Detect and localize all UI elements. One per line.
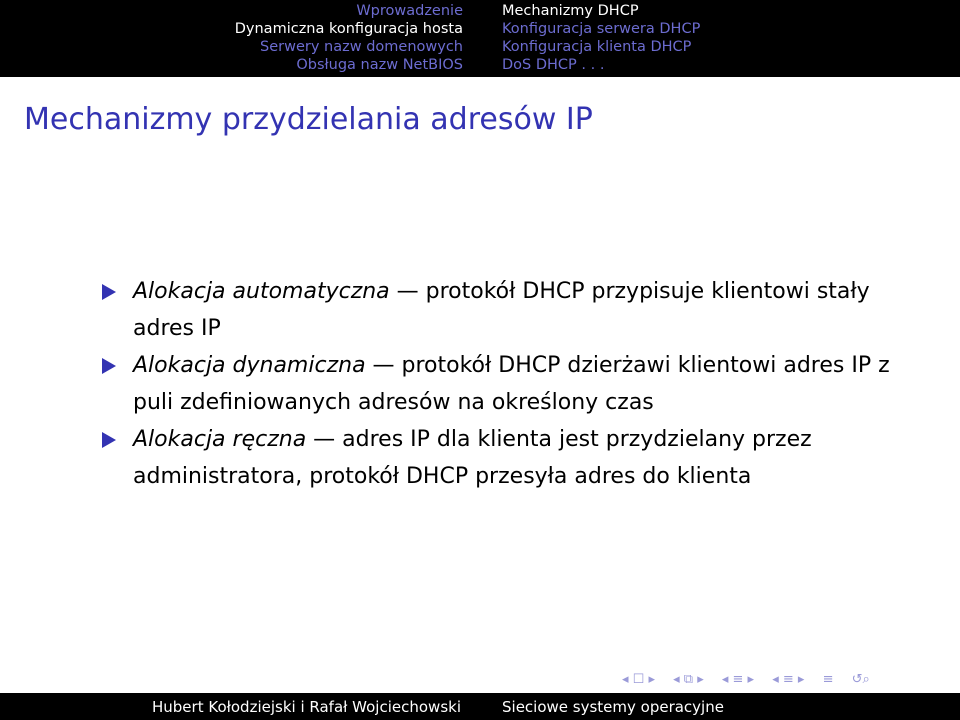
frame-title: Mechanizmy przydzielania adresów IP — [24, 102, 593, 137]
header-navigation-bar — [0, 0, 960, 77]
footer-title: Sieciowe systemy operacyjne — [502, 698, 724, 716]
list-item-text: — adres IP dla klienta jest przydzielany przez administratora, protokół DHCP przesyła adres do klienta — [133, 427, 812, 489]
nav-subsection-mechanizmy-dhcp[interactable]: Mechanizmy DHCP — [502, 3, 639, 19]
search-icon[interactable]: ↺⌕ — [851, 672, 870, 687]
nav-subsection-dos-dhcp[interactable]: DoS DHCP . . . — [502, 57, 605, 73]
section-navigation — [0, 2, 463, 74]
list-item-text: — protokół DHCP przypisuje klientowi stały adres IP — [133, 279, 870, 341]
nav-subsection-icon[interactable]: ◂ ⧉ ▸ — [673, 672, 704, 687]
nav-appendix-icon[interactable]: ≡ — [822, 672, 834, 687]
nav-subsection-konfiguracja-serwera[interactable]: Konfiguracja serwera DHCP — [502, 21, 701, 37]
nav-frame-icon[interactable]: ◂ ☐ ▸ — [622, 672, 655, 687]
nav-section-dynamiczna-konfiguracja[interactable]: Dynamiczna konfiguracja hosta — [234, 21, 463, 37]
footer-bar — [0, 693, 960, 720]
list-item — [0, 421, 893, 495]
list-item-term: Alokacja automatyczna — [133, 279, 390, 304]
nav-section-serwery-nazw[interactable]: Serwery nazw domenowych — [260, 39, 463, 55]
list-item — [0, 347, 893, 421]
bullet-list — [0, 273, 960, 495]
list-item-term: Alokacja dynamiczna — [133, 353, 366, 378]
list-item-text: — protokół DHCP dzierżawi klientowi adres IP z puli zdefiniowanych adresów na określony czas — [133, 353, 890, 415]
nav-section-netbios[interactable]: Obsługa nazw NetBIOS — [296, 57, 463, 73]
list-item-term: Alokacja ręczna — [133, 427, 307, 452]
footer-author: Hubert Kołodziejski i Rafał Wojciechowski — [152, 698, 461, 716]
list-item — [0, 273, 893, 347]
bullet-triangle-icon — [102, 432, 116, 448]
subsection-navigation — [502, 2, 942, 74]
nav-presentation-icon[interactable]: ◂ ≡ ▸ — [772, 672, 805, 687]
navigation-symbols — [622, 670, 870, 690]
nav-section-icon[interactable]: ◂ ≡ ▸ — [721, 672, 755, 687]
bullet-triangle-icon — [102, 358, 116, 374]
nav-subsection-konfiguracja-klienta[interactable]: Konfiguracja klienta DHCP — [502, 39, 692, 55]
nav-section-wprowadzenie[interactable]: Wprowadzenie — [356, 3, 463, 19]
bullet-triangle-icon — [102, 284, 116, 300]
